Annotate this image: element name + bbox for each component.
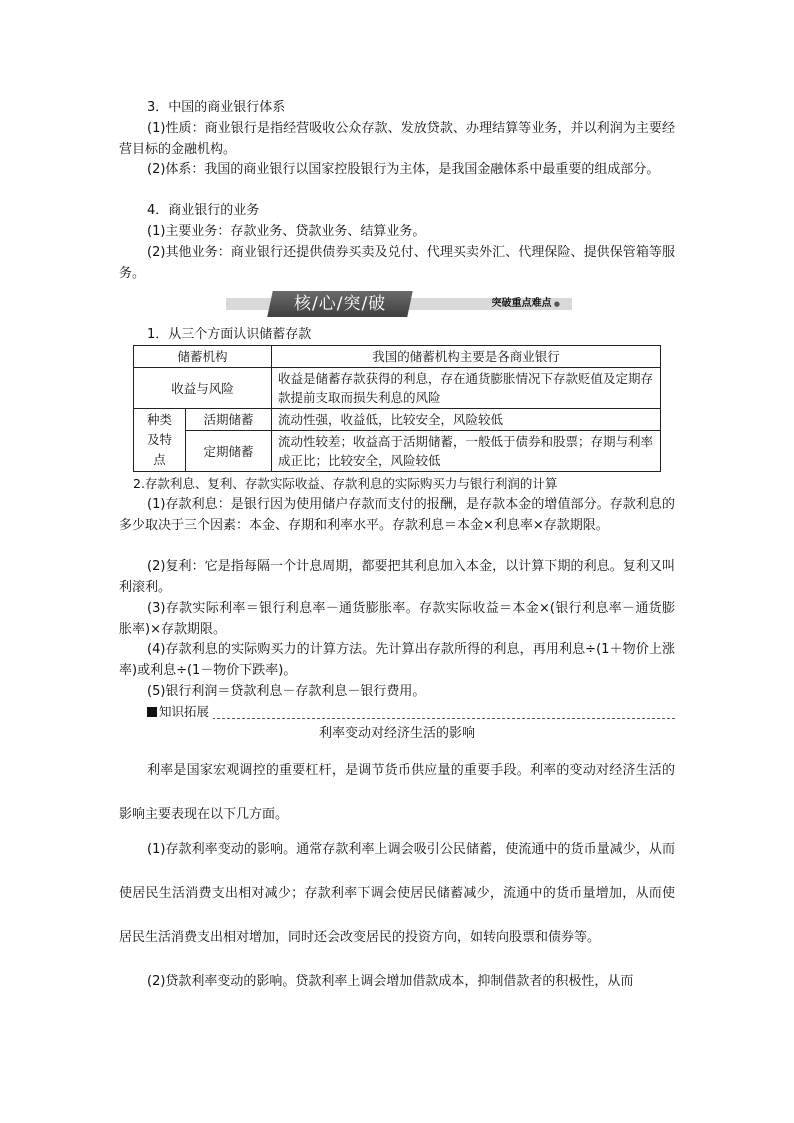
core-breakthrough-banner bbox=[226, 291, 572, 317]
point2-heading: 2.存款利息、复利、存款实际收益、存款利息的实际购买力与银行利润的计算 bbox=[133, 476, 558, 491]
table-cell: 我国的储蓄机构主要是各商业银行 bbox=[272, 346, 661, 368]
extension-para2: (1)存款利率变动的影响。通常存款利率上调会吸引公民储蓄，使流通中的货币量减少，从而使居民生活消费支出相对减少；存款利率下调会使居民储蓄减少，流通中的货币量增加，从而使居民生活消费支出相对增加，同时还会改变居民的投资方向，如转向股票和债券等。 bbox=[119, 842, 675, 945]
savings-deposit-table bbox=[133, 345, 661, 472]
table-row bbox=[134, 431, 661, 472]
point2-item5: (5)银行利润＝贷款利息－存款利息－银行费用。 bbox=[147, 684, 426, 699]
banner-subtitle: 突破重点难点 ● bbox=[491, 297, 560, 311]
table-cell-type-label bbox=[134, 409, 186, 472]
section3-heading: 3．中国的商业银行体系 bbox=[147, 100, 286, 115]
type-label-line: 种类 bbox=[146, 412, 172, 427]
table-row bbox=[134, 368, 661, 409]
section4-other: (2)其他业务：商业银行还提供债券买卖及兑付、代理买卖外汇、代理保险、提供保管箱等服务。 bbox=[119, 245, 675, 281]
section4-heading: 4．商业银行的业务 bbox=[147, 203, 260, 218]
knowledge-extension-header bbox=[147, 703, 675, 721]
extension-para3: (2)贷款利率变动的影响。贷款利率上调会增加借款成本，抑制借款者的积极性，从而 bbox=[147, 974, 634, 989]
extension-title: 利率变动对经济生活的影响 bbox=[318, 726, 475, 741]
section4-main: (1)主要业务：存款业务、贷款业务、结算业务。 bbox=[147, 224, 426, 239]
table-cell: 收益是储蓄存款获得的利息，存在通货膨胀情况下存款贬值及定期存款提前支取而损失利息的风险 bbox=[272, 368, 661, 409]
point2-item4: (4)存款利息的实际购买力的计算方法。先计算出存款所得的利息，再用利息÷(1＋物价上涨率)或利息÷(1－物价下跌率)。 bbox=[119, 642, 675, 678]
table-cell: 活期储蓄 bbox=[186, 409, 272, 431]
point2-item3: (3)存款实际利率＝银行利息率－通货膨胀率。存款实际收益＝本金×(银行利息率－通货膨胀率)×存款期限。 bbox=[119, 601, 675, 637]
type-label-line: 点 bbox=[153, 452, 166, 467]
table-cell: 定期储蓄 bbox=[186, 431, 272, 472]
banner-title-tag bbox=[267, 291, 413, 317]
section3-system: (2)体系：我国的商业银行以国家控股银行为主体，是我国金融体系中最重要的组成部分。 bbox=[147, 162, 660, 177]
dashed-divider bbox=[147, 718, 675, 719]
point2-item2: (2)复利：它是指每隔一个计息周期，都要把其利息加入本金，以计算下期的利息。复利又叫利滚利。 bbox=[119, 559, 675, 595]
square-bullet-icon bbox=[147, 707, 157, 717]
point2-item1: (1)存款利息：是银行因为使用储户存款而支付的报酬，是存款本金的增值部分。存款利息的多少取决于三个因素：本金、存期和利率水平。存款利息＝本金×利息率×存款期限。 bbox=[119, 497, 675, 533]
table-row bbox=[134, 346, 661, 368]
type-label-line: 及特 bbox=[146, 432, 172, 447]
extension-label bbox=[147, 703, 213, 721]
table-cell: 储蓄机构 bbox=[134, 346, 272, 368]
extension-label-text: 知识拓展 bbox=[159, 704, 210, 719]
extension-para1: 利率是国家宏观调控的重要杠杆，是调节货币供应量的重要手段。利率的变动对经济生活的影响主要表现在以下几方面。 bbox=[119, 763, 675, 822]
point1-heading: 1．从三个方面认识储蓄存款 bbox=[147, 327, 312, 342]
table-cell: 流动性较差；收益高于活期储蓄，一般低于债券和股票；存期与利率成正比；比较安全，风险较低 bbox=[272, 431, 661, 472]
section3-nature: (1)性质：商业银行是指经营吸收公众存款、发放贷款、办理结算等业务，并以利润为主要经营目标的金融机构。 bbox=[119, 121, 675, 157]
banner-title: 核/心/突/破 bbox=[293, 294, 387, 314]
table-cell: 流动性强，收益低，比较安全，风险较低 bbox=[272, 409, 661, 431]
table-cell: 收益与风险 bbox=[134, 368, 272, 409]
table-row bbox=[134, 409, 661, 431]
